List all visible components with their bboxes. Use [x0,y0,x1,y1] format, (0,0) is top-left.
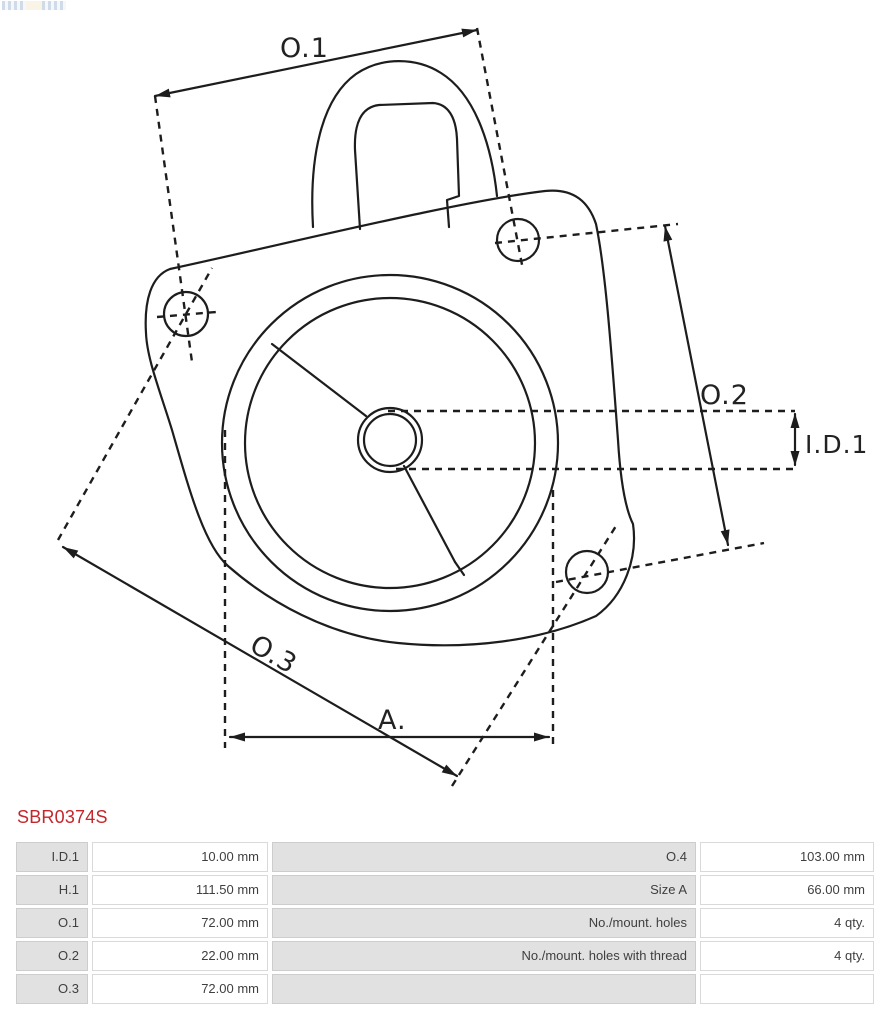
spec-label [272,974,696,1004]
ext-line-o3-lower [452,526,616,786]
bore-inner-circle [245,298,535,588]
spec-label: Size A [272,875,696,905]
spec-value: 111.50 mm [92,875,268,905]
spec-value: 4 qty. [700,908,874,938]
ext-line-o1-right [477,28,523,270]
arrowhead [534,733,549,742]
arrowhead [461,29,477,38]
arrowhead [63,547,78,558]
arrowhead [791,451,800,466]
spec-value: 72.00 mm [92,908,268,938]
flange-outline [146,191,634,646]
dim-label-o2: O.2 [700,380,749,411]
arrowhead [230,733,245,742]
lever-boot-inner [355,103,459,229]
ext-line-o2-lower [556,543,764,582]
ext-line-o3-upper [58,268,212,540]
lever-boot-outer [312,61,497,227]
spec-label: I.D.1 [16,842,88,872]
arrowhead [155,89,171,98]
spec-value: 72.00 mm [92,974,268,1004]
dim-label-o1: O.1 [280,33,329,64]
sector-line-upper [272,344,366,416]
spec-value: 4 qty. [700,941,874,971]
arrowhead [664,226,673,242]
spec-value: 66.00 mm [700,875,874,905]
dim-label-id1: I.D.1 [805,430,869,459]
ext-line-o2-upper [495,224,678,243]
dim-label-a: A. [378,705,407,736]
arrowhead [791,413,800,428]
dim-label-o3: O.3 [244,629,303,681]
mount-hole-top-right [497,219,539,261]
spec-label: No./mount. holes [272,908,696,938]
sector-line-lower [404,466,455,562]
spec-value [700,974,874,1004]
arrowhead [442,765,457,776]
spec-value: 22.00 mm [92,941,268,971]
shaft-hole-outer [358,408,422,472]
spec-label: H.1 [16,875,88,905]
product-code: SBR0374S [17,807,108,827]
spec-label: No./mount. holes with thread [272,941,696,971]
spec-label: O.3 [16,974,88,1004]
spec-value: 103.00 mm [700,842,874,872]
spec-table [16,842,873,1004]
spec-label: O.1 [16,908,88,938]
bore-outer-circle [222,275,558,611]
spec-value: 10.00 mm [92,842,268,872]
spec-label: O.2 [16,941,88,971]
spec-label: O.4 [272,842,696,872]
ext-line-o1-left [155,96,192,362]
shaft-hole-inner [364,414,416,466]
arrowhead [721,529,730,545]
